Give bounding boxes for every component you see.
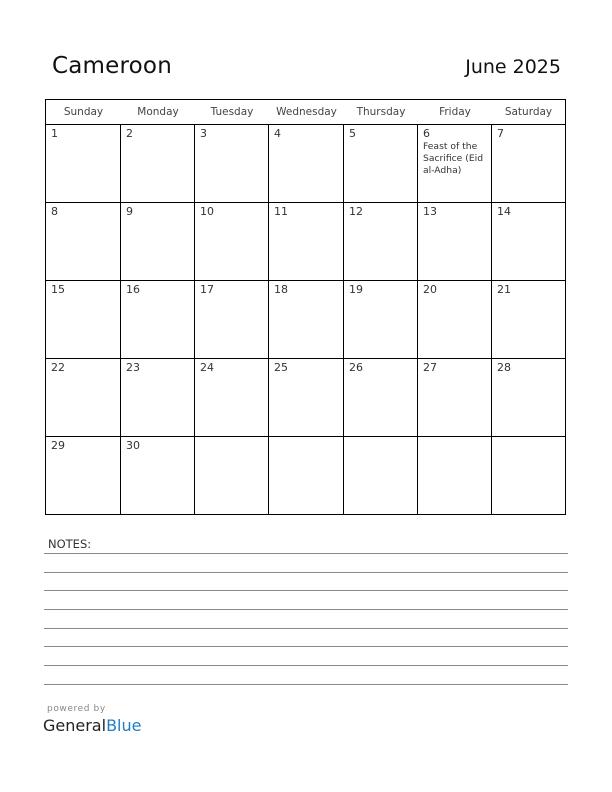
day-cell[interactable] <box>418 125 492 202</box>
day-cell[interactable] <box>46 437 121 514</box>
day-number: 17 <box>200 283 214 296</box>
day-cell[interactable] <box>492 203 565 280</box>
day-number: 3 <box>200 127 207 140</box>
day-number: 26 <box>349 361 363 374</box>
day-number: 11 <box>274 205 288 218</box>
day-number: 30 <box>126 439 140 452</box>
day-cell[interactable] <box>418 359 492 436</box>
day-number: 18 <box>274 283 288 296</box>
day-number: 27 <box>423 361 437 374</box>
day-cell[interactable] <box>46 203 121 280</box>
day-number: 16 <box>126 283 140 296</box>
holiday-event: Feast of the Sacrifice (Eid al-Adha) <box>423 141 484 176</box>
country-title: Cameroon <box>52 53 172 79</box>
day-number: 5 <box>349 127 356 140</box>
day-cell[interactable] <box>492 125 565 202</box>
calendar-grid <box>45 99 566 515</box>
day-number: 7 <box>497 127 504 140</box>
day-cell[interactable] <box>121 281 195 358</box>
weekday-sunday: Sunday <box>63 106 104 118</box>
day-cell[interactable] <box>418 437 492 514</box>
weekday-monday: Monday <box>137 106 179 118</box>
day-cell[interactable] <box>121 359 195 436</box>
day-number: 15 <box>51 283 65 296</box>
day-cell[interactable] <box>418 203 492 280</box>
day-number: 19 <box>349 283 363 296</box>
day-number: 25 <box>274 361 288 374</box>
day-number: 2 <box>126 127 133 140</box>
week-row <box>46 203 565 281</box>
day-number: 29 <box>51 439 65 452</box>
day-cell[interactable] <box>344 359 418 436</box>
day-cell[interactable] <box>492 359 565 436</box>
day-cell[interactable] <box>121 437 195 514</box>
day-cell[interactable] <box>195 125 269 202</box>
notes-line <box>44 628 568 629</box>
powered-by-text: powered by <box>47 704 106 714</box>
day-number: 13 <box>423 205 437 218</box>
month-year-title: June 2025 <box>465 56 561 78</box>
weekday-wednesday: Wednesday <box>276 106 337 118</box>
day-cell[interactable] <box>46 281 121 358</box>
day-cell[interactable] <box>195 437 269 514</box>
day-cell[interactable] <box>344 437 418 514</box>
day-number: 10 <box>200 205 214 218</box>
day-cell[interactable] <box>269 203 344 280</box>
day-cell[interactable] <box>121 203 195 280</box>
day-cell[interactable] <box>344 125 418 202</box>
brand-general: General <box>43 716 107 735</box>
weekday-tuesday: Tuesday <box>210 106 254 118</box>
day-number: 28 <box>497 361 511 374</box>
week-row <box>46 281 565 359</box>
day-number: 20 <box>423 283 437 296</box>
day-number: 1 <box>51 127 58 140</box>
day-number: 12 <box>349 205 363 218</box>
notes-line <box>44 590 568 591</box>
day-cell[interactable] <box>344 281 418 358</box>
day-number: 14 <box>497 205 511 218</box>
brand-blue: Blue <box>106 716 142 735</box>
day-number: 21 <box>497 283 511 296</box>
day-cell[interactable] <box>492 437 565 514</box>
notes-line <box>44 684 568 685</box>
week-row <box>46 437 565 514</box>
day-cell[interactable] <box>195 359 269 436</box>
day-number: 24 <box>200 361 214 374</box>
notes-line <box>44 665 568 666</box>
day-number: 8 <box>51 205 58 218</box>
day-cell[interactable] <box>344 203 418 280</box>
weekday-thursday: Thursday <box>356 106 406 118</box>
notes-line <box>44 553 568 554</box>
weekday-friday: Friday <box>439 106 471 118</box>
notes-label: NOTES: <box>48 537 92 551</box>
notes-line <box>44 646 568 647</box>
weekday-saturday: Saturday <box>504 106 553 118</box>
day-cell[interactable] <box>269 359 344 436</box>
day-number: 22 <box>51 361 65 374</box>
weekday-header-row <box>46 100 565 125</box>
day-cell[interactable] <box>195 281 269 358</box>
day-number: 9 <box>126 205 133 218</box>
day-number: 6 <box>423 127 430 140</box>
notes-line <box>44 609 568 610</box>
generalblue-logo <box>43 716 141 735</box>
day-cell[interactable] <box>121 125 195 202</box>
day-cell[interactable] <box>46 125 121 202</box>
day-cell[interactable] <box>46 359 121 436</box>
day-number: 23 <box>126 361 140 374</box>
day-cell[interactable] <box>269 125 344 202</box>
notes-line <box>44 572 568 573</box>
day-number: 4 <box>274 127 281 140</box>
day-cell[interactable] <box>195 203 269 280</box>
day-cell[interactable] <box>418 281 492 358</box>
day-cell[interactable] <box>269 437 344 514</box>
week-row <box>46 125 565 203</box>
week-row <box>46 359 565 437</box>
day-cell[interactable] <box>269 281 344 358</box>
day-cell[interactable] <box>492 281 565 358</box>
